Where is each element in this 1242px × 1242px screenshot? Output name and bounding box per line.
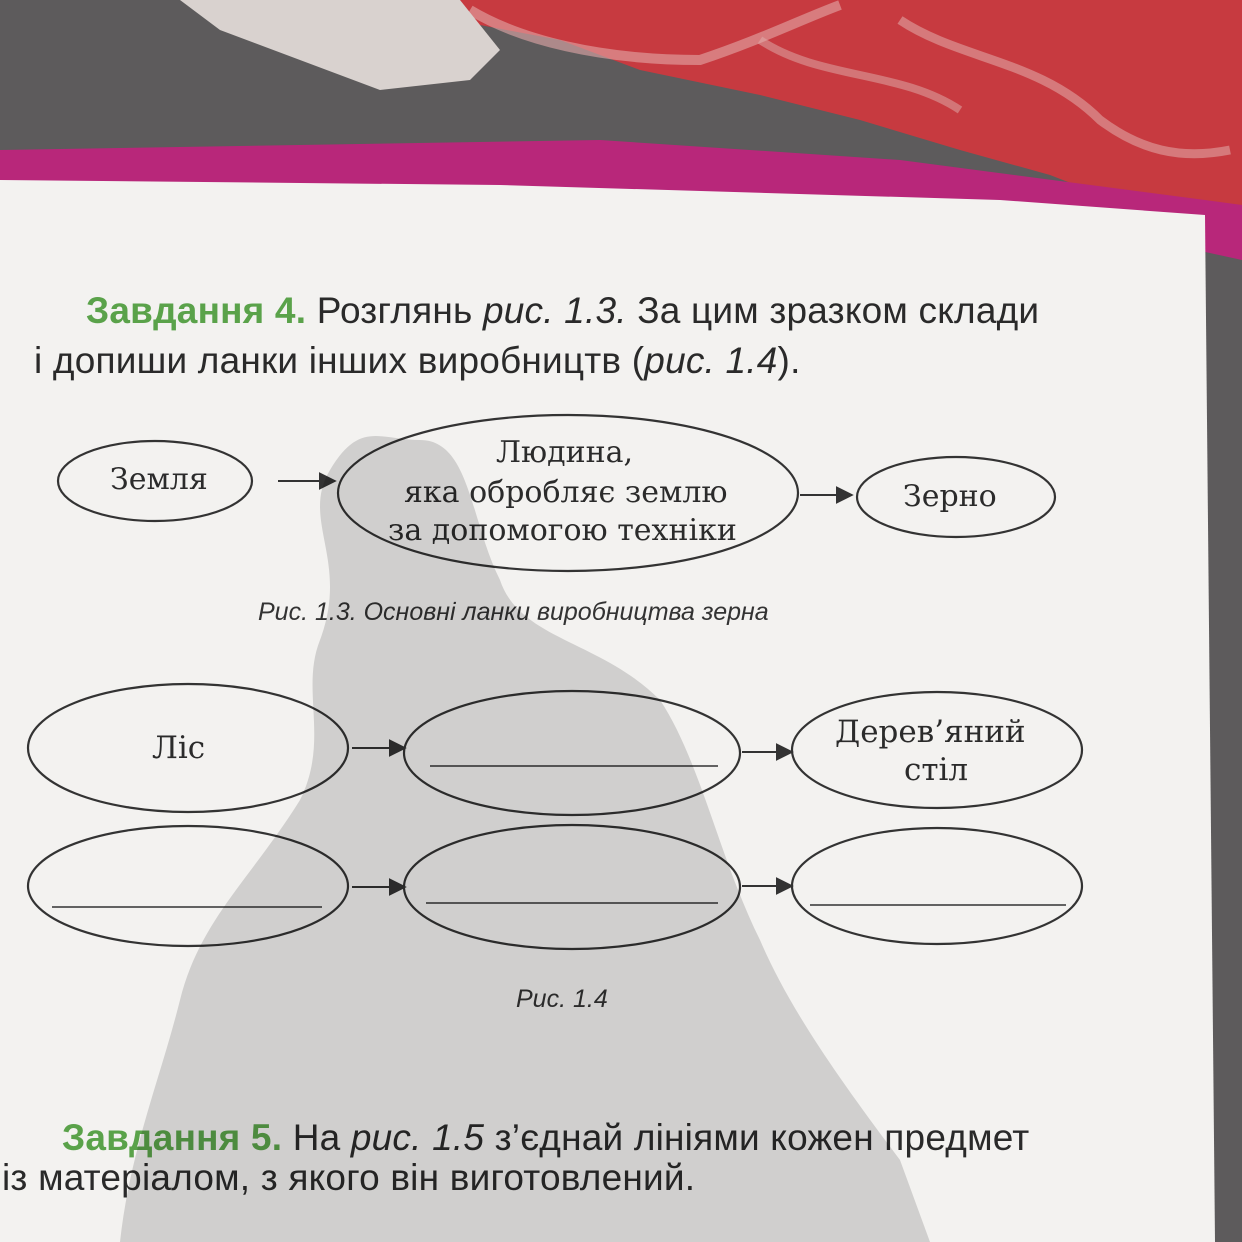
fig14-row2-node1 [28, 826, 348, 946]
fig14-label-table-1: Дерев’яний [835, 714, 1026, 750]
task4-ref: рис. 1.3. [482, 290, 627, 331]
task5-label: Завдання 5. [62, 1117, 283, 1158]
fig13-label-person-3: за допомогою техніки [388, 513, 737, 548]
task4-label: Завдання 4. [86, 290, 307, 331]
task5-text-a: На [292, 1117, 341, 1158]
task4-text-a: Розглянь [316, 290, 473, 331]
fig13-label-person-1: Людина, [496, 435, 634, 470]
fig14-label-forest: Ліс [152, 730, 206, 766]
fig13-caption: Рис. 1.3. Основні ланки виробництва зерна [258, 598, 769, 626]
task4-text-c: і допиши ланки інших виробництв ( [34, 340, 645, 381]
task5-text-b: з’єднай лініями кожен предмет [494, 1117, 1030, 1158]
fig14-caption: Рис. 1.4 [516, 985, 608, 1013]
fig13-label-earth: Земля [110, 462, 208, 497]
task4-ref2: рис. 1.4 [644, 340, 778, 381]
fig14-row2-node2 [404, 825, 740, 949]
task5-ref: рис. 1.5 [350, 1117, 485, 1158]
task5-line2: із матеріалом, з якого він виготовлений. [2, 1157, 696, 1198]
fig13-label-grain: Зерно [903, 479, 997, 514]
fig14-label-table-2: стіл [904, 752, 969, 788]
fig14-row1-node3 [792, 692, 1082, 808]
task4-text-d: ). [777, 340, 801, 381]
fig14-row2-node3 [792, 828, 1082, 944]
fig14-row1-node2 [404, 691, 740, 815]
fig13-label-person-2: яка обробляє землю [404, 475, 728, 510]
task5-line1 [62, 1117, 1029, 1159]
task4-text-b: За цим зразком склади [637, 290, 1040, 331]
